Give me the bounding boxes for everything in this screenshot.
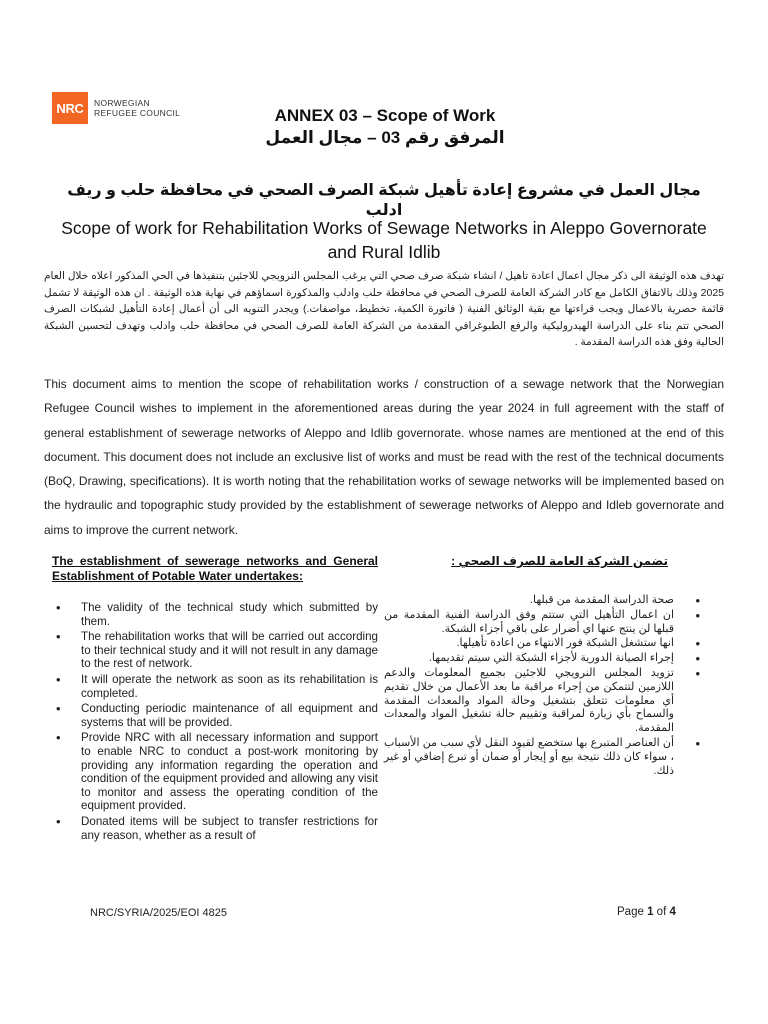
list-item: • تزويد المجلس النرويجي للاجئين بجميع المعلومات والدعم اللازمين لتتمكن من إجراء مراقبة ما بعد الأعمال من خلال تقديم أي معلومات تتعلق بتشغيل وحالة المواد والمعدات المقدمة والسماح بأي زيارة لمراقبة وتقييم حالة تشغيل المواد والمعدات المقدمة. [384,667,674,736]
right-column-heading: تضمن الشركة العامة للصرف الصحي : [451,554,668,568]
page-of: of [656,906,667,918]
left-bullet-list [52,601,378,842]
document-title-ar: مجال العمل في مشروع إعادة تأهيل شبكة الصرف الصحي في محافظة حلب و ريف ادلب [67,182,701,219]
list-item: • The rehabilitation works that will be carried out according to their technical study and it will not result in any damage to the rest of network. [52,630,378,671]
list-item: • انها ستشغل الشبكة فور الانتهاء من اعادة تأهيلها. [384,637,674,651]
annex-title-ar: المرفق رقم 03 – مجال العمل [265,128,505,147]
list-item: • The validity of the technical study which submitted by them. [52,601,378,628]
intro-paragraph-en: This document aims to mention the scope of rehabilitation works / construction of a sewage network that the Norwegian Refugee Council wishes to implement in the aforementioned areas during the year 2024 in full agreement with the staff of general establishment of sewerage networks of Aleppo and Idlib governorate. whose names are mentioned at the end of this document. This document does not include an exclusive list of works and must be read with the rest of the technical documents (BoQ, Drawing, specifications). It is worth noting that the rehabilitation works of sewage networks will be implemented based on the hydraulic and topographic study provided by the establishment of sewerage networks of Aleppo and Idleb governorate and aims to improve the current network. [44,377,724,537]
list-item: • ان اعمال التأهيل التي ستتم وفق الدراسة الفنية المقدمة من قبلها لن ينتج عنها اي أضرار على باقي أجزاء الشبكة. [384,609,674,637]
page-number [617,906,676,918]
document-title-en: Scope of work for Rehabilitation Works of Sewage Networks in Aleppo Governorate and Rural Idlib [61,218,707,262]
list-item: • صحة الدراسة المقدمة من قبلها. [384,594,674,608]
page-total: 4 [669,906,676,918]
footer-reference: NRC/SYRIA/2025/EOI 4825 [90,907,227,919]
left-column-en [52,554,378,844]
page-word: Page [617,906,644,918]
nrc-logo-text [94,98,180,118]
list-item: • إجراء الصيانة الدورية لأجزاء الشبكة التي سيتم تقديمها. [384,652,674,666]
annex-title-en: ANNEX 03 – Scope of Work [274,106,496,125]
logo-line-1: NORWEGIAN [94,98,150,108]
intro-paragraph-ar: تهدف هذه الوثيقة الى ذكر مجال اعمال اعادة تاهيل / انشاء شبكة صرف صحي التي يرغب المجلس النرويجي للاجئين بتنفيذها في الحي المذكور اعلاه خلال العام 2025 وذلك بالاتفاق الكامل مع كادر الشركة العامة للصرف الصحي في محافظة حلب وادلب والمذكورة اسماؤهم في نهاية هذه الوثيقة . ان هذه الوثيقة لا تشمل قائمة حصرية بالاعمال ويجب قراءتها مع بقية الوثائق الفنية ( فاتورة الكمية، تخطيط، مواصفات.) ويجدر التنويه الى أن أعمال إعادة التأهيل لشبكات الصرف الصحي تتم بناء على الدراسة الهيدروليكية والرفع الطبوغرافي المقدمة من الشركة العامة للصرف الصحي في محافظة حلب وادلب وتهدف لتحسين الشبكة الحالية وفق هذه الدراسة المقدمة . [44,270,724,348]
nrc-logo [52,92,180,124]
list-item: • أن العناصر المتبرع بها ستخضع لقيود النقل لأي سبب من الأسباب ، سواء كان ذلك نتيجة بيع أو إيجار أو ضمان أو تبرع إضافي أو غير ذلك. [384,737,674,778]
list-item: • Conducting periodic maintenance of all equipment and systems that will be provided. [52,702,378,729]
page-current: 1 [647,906,654,918]
left-column-heading: The establishment of sewerage networks and General Establishment of Potable Water undertakes: [52,554,378,583]
nrc-logo-mark: NRC [52,92,88,124]
list-item: • Provide NRC with all necessary information and support to enable NRC to conduct a post-work monitoring by providing any information regarding the operation and condition of the equipment provided and allowing any visit to monitor and assess the operating condition of the equipment provided. [52,731,378,813]
logo-line-2: REFUGEE COUNCIL [94,108,181,118]
right-bullet-list [384,594,674,778]
list-item: • It will operate the network as soon as its rehabilitation is completed. [52,673,378,700]
right-column-ar [384,554,674,779]
list-item: • Donated items will be subject to transfer restrictions for any reason, whether as a result of [52,815,378,842]
